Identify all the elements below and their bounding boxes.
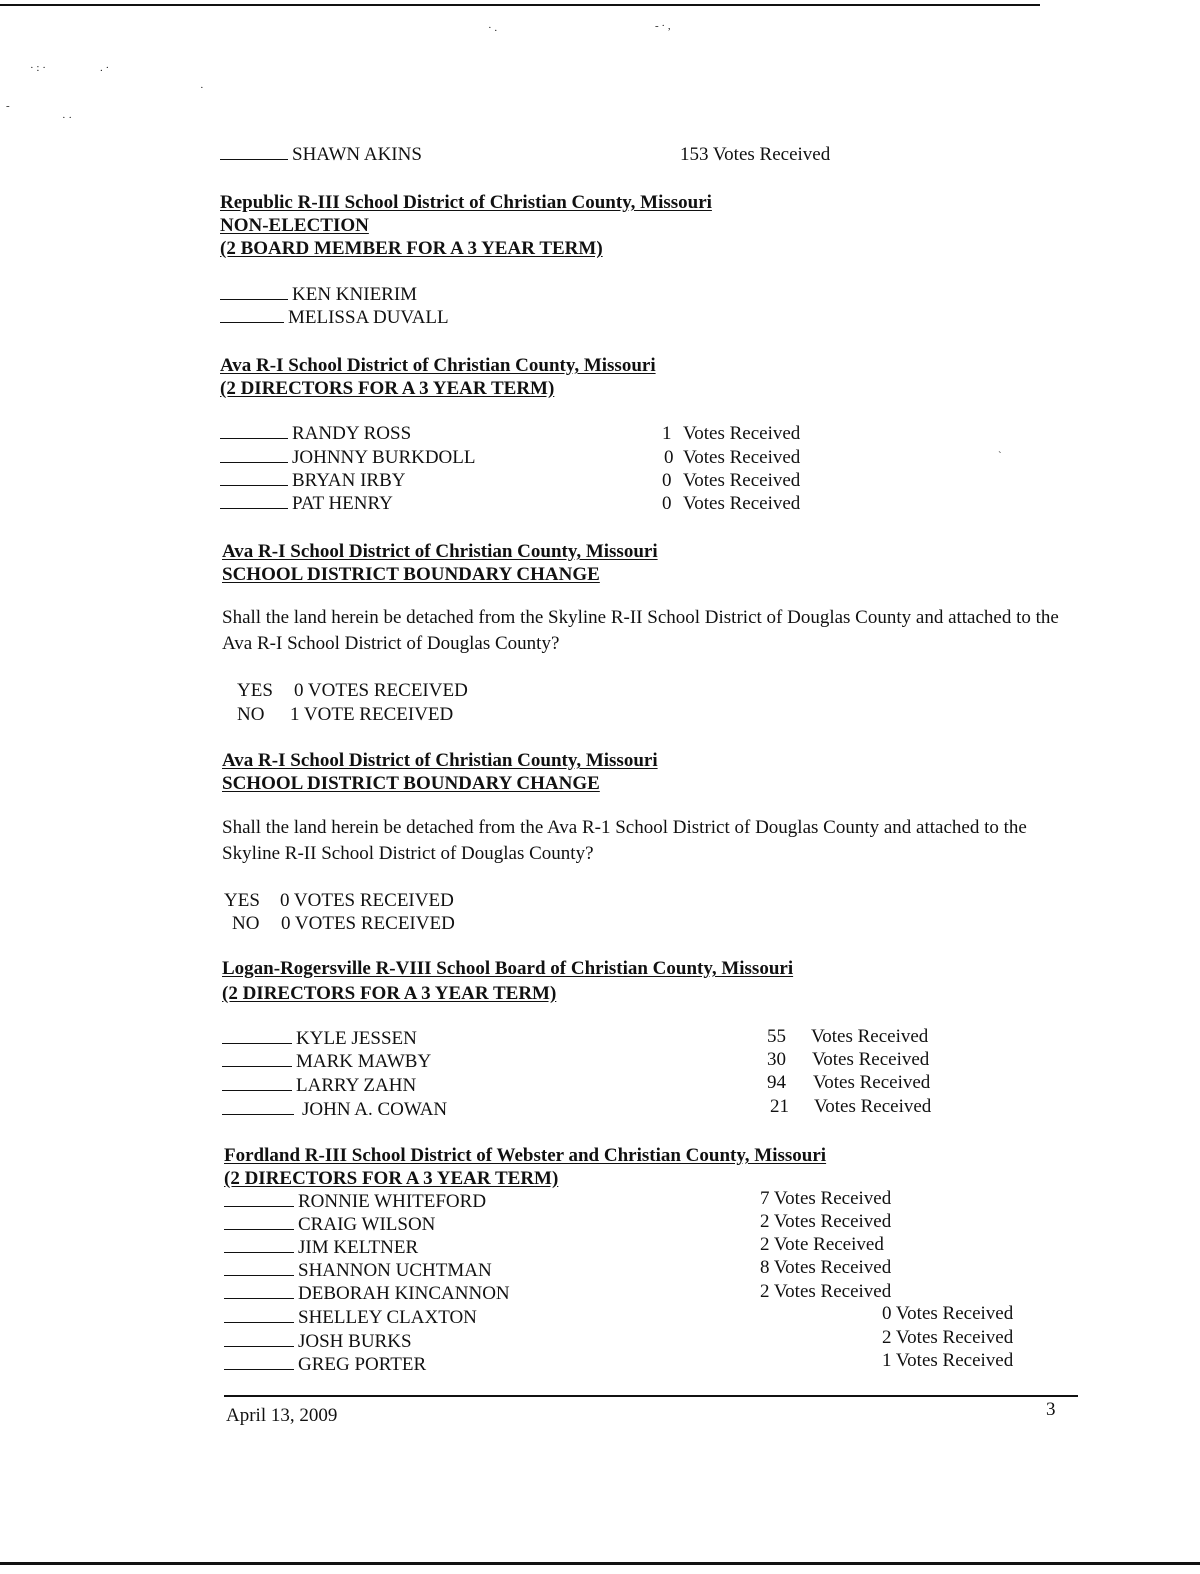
candidate-name: PAT HENRY	[292, 493, 393, 514]
yes-result: 0 VOTES RECEIVED	[280, 890, 454, 911]
footer-rule	[224, 1395, 1078, 1397]
vote-count-number: 0	[662, 493, 672, 514]
scan-speck: · : ·	[30, 62, 46, 74]
candidate-name: KYLE JESSEN	[296, 1028, 417, 1049]
scan-speck: `	[998, 450, 1002, 462]
mark-blank	[224, 1190, 294, 1207]
candidate-row	[224, 1353, 426, 1376]
section-subheading: SCHOOL DISTRICT BOUNDARY CHANGE	[222, 773, 600, 794]
vote-count: 7 Votes Received	[760, 1188, 892, 1209]
mark-blank	[224, 1330, 294, 1347]
mark-blank	[224, 1282, 294, 1299]
candidate-name: JIM KELTNER	[298, 1237, 419, 1258]
candidate-name: SHELLEY CLAXTON	[298, 1307, 477, 1328]
ballot-question: Shall the land herein be detached from the Skyline R-II School District of Douglas County and attached to the Ava R-I School District of Douglas County?	[222, 607, 1059, 654]
vote-count-label: Votes Received	[683, 423, 801, 444]
section-heading: Republic R-III School District of Christian County, Missouri	[220, 192, 712, 213]
candidate-row	[222, 1074, 416, 1097]
vote-count-label: Votes Received	[683, 470, 801, 491]
scan-speck: · .	[488, 22, 498, 34]
mark-blank	[224, 1213, 294, 1230]
candidate-row	[220, 143, 422, 166]
candidate-name: JOSH BURKS	[298, 1331, 412, 1352]
mark-blank	[220, 143, 288, 160]
ballot-question: Shall the land herein be detached from the Ava R-1 School District of Douglas County and attached to the Skyline R-II School District of Douglas County?	[222, 817, 1027, 864]
candidate-name: MELISSA DUVALL	[288, 307, 449, 328]
mark-blank	[220, 283, 288, 300]
no-result: 1 VOTE RECEIVED	[290, 704, 454, 725]
vote-count: 1 Votes Received	[882, 1350, 1014, 1371]
vote-count-label: Votes Received	[811, 1026, 929, 1047]
candidate-row	[222, 1098, 447, 1121]
vote-count: 2 Vote Received	[760, 1234, 884, 1255]
vote-count: 8 Votes Received	[760, 1257, 892, 1278]
vote-count-label: Votes Received	[813, 1072, 931, 1093]
scan-speck: - · ,	[655, 20, 671, 32]
section-heading: Ava R-I School District of Christian County, Missouri	[222, 541, 658, 562]
candidate-row	[224, 1190, 486, 1213]
vote-count-number: 0	[662, 470, 672, 491]
candidate-row	[220, 492, 393, 515]
vote-count-label: Votes Received	[814, 1096, 932, 1117]
candidate-name: JOHN A. COWAN	[302, 1099, 448, 1120]
vote-count: 153 Votes Received	[680, 144, 831, 165]
vote-count-number: 30	[767, 1049, 786, 1070]
section-heading: Logan-Rogersville R-VIII School Board of Christian County, Missouri	[222, 958, 794, 979]
candidate-name: MARK MAWBY	[296, 1051, 432, 1072]
page-number: 3	[1046, 1399, 1056, 1420]
mark-blank	[224, 1306, 294, 1323]
candidate-name: RONNIE WHITEFORD	[298, 1191, 487, 1212]
candidate-name: KEN KNIERIM	[292, 284, 418, 305]
vote-count: 2 Votes Received	[882, 1327, 1014, 1348]
section-heading: Fordland R-III School District of Webster and Christian County, Missouri	[224, 1145, 827, 1166]
mark-blank	[224, 1236, 294, 1253]
candidate-row	[224, 1330, 412, 1353]
candidate-name: SHAWN AKINS	[292, 144, 422, 165]
section-heading: Ava R-I School District of Christian County, Missouri	[220, 355, 656, 376]
candidate-row	[224, 1259, 492, 1282]
section-subheading: SCHOOL DISTRICT BOUNDARY CHANGE	[222, 564, 600, 585]
vote-count-label: Votes Received	[683, 447, 801, 468]
vote-count-number: 94	[767, 1072, 786, 1093]
mark-blank	[220, 306, 284, 323]
vote-count-label: Votes Received	[683, 493, 801, 514]
section-subheading: (2 BOARD MEMBER FOR A 3 YEAR TERM)	[220, 238, 603, 259]
mark-blank	[220, 492, 288, 509]
candidate-row	[220, 306, 449, 329]
candidate-name: BRYAN IRBY	[292, 470, 406, 491]
candidate-name: DEBORAH KINCANNON	[298, 1283, 510, 1304]
mark-blank	[222, 1098, 294, 1115]
candidate-row	[224, 1213, 435, 1236]
vote-count: 2 Votes Received	[760, 1211, 892, 1232]
scan-speck: . ·	[100, 62, 110, 74]
mark-blank	[222, 1074, 292, 1091]
candidate-row	[222, 1027, 417, 1050]
candidate-row	[224, 1282, 510, 1305]
vote-count-number: 0	[664, 447, 674, 468]
candidate-name: JOHNNY BURKDOLL	[292, 447, 476, 468]
candidate-name: CRAIG WILSON	[298, 1214, 436, 1235]
candidate-row	[220, 446, 476, 469]
candidate-row	[224, 1306, 477, 1329]
vote-count-label: Votes Received	[812, 1049, 930, 1070]
candidate-row	[224, 1236, 418, 1259]
section-heading: Ava R-I School District of Christian County, Missouri	[222, 750, 658, 771]
candidate-row	[222, 1050, 431, 1073]
no-label: NO	[232, 913, 260, 934]
scan-speck: · ·	[62, 112, 73, 124]
yes-label: YES	[224, 890, 260, 911]
mark-blank	[224, 1353, 294, 1370]
yes-label: YES	[237, 680, 273, 701]
vote-count-number: 21	[770, 1096, 789, 1117]
candidate-name: RANDY ROSS	[292, 423, 412, 444]
mark-blank	[222, 1027, 292, 1044]
page-top-edge	[0, 4, 1040, 6]
vote-count-number: 1	[662, 423, 672, 444]
candidate-name: LARRY ZAHN	[296, 1075, 417, 1096]
candidate-name: GREG PORTER	[298, 1354, 427, 1375]
mark-blank	[222, 1050, 292, 1067]
candidate-row	[220, 422, 411, 445]
no-result: 0 VOTES RECEIVED	[281, 913, 455, 934]
candidate-name: SHANNON UCHTMAN	[298, 1260, 492, 1281]
mark-blank	[220, 446, 288, 463]
candidate-row	[220, 469, 406, 492]
vote-count-number: 55	[767, 1026, 786, 1047]
mark-blank	[220, 469, 288, 486]
vote-count: 2 Votes Received	[760, 1281, 892, 1302]
section-subheading: (2 DIRECTORS FOR A 3 YEAR TERM)	[222, 983, 557, 1004]
mark-blank	[224, 1259, 294, 1276]
candidate-row	[220, 283, 417, 306]
section-subheading: (2 DIRECTORS FOR A 3 YEAR TERM)	[220, 378, 555, 399]
mark-blank	[220, 422, 288, 439]
yes-result: 0 VOTES RECEIVED	[294, 680, 468, 701]
section-subheading: (2 DIRECTORS FOR A 3 YEAR TERM)	[224, 1168, 559, 1189]
scan-speck: ·	[200, 82, 204, 94]
page-bottom-edge	[0, 1562, 1200, 1565]
no-label: NO	[237, 704, 265, 725]
scan-speck: -	[6, 100, 10, 112]
section-subheading: NON-ELECTION	[220, 215, 369, 236]
vote-count: 0 Votes Received	[882, 1303, 1014, 1324]
footer-date: April 13, 2009	[226, 1405, 338, 1426]
